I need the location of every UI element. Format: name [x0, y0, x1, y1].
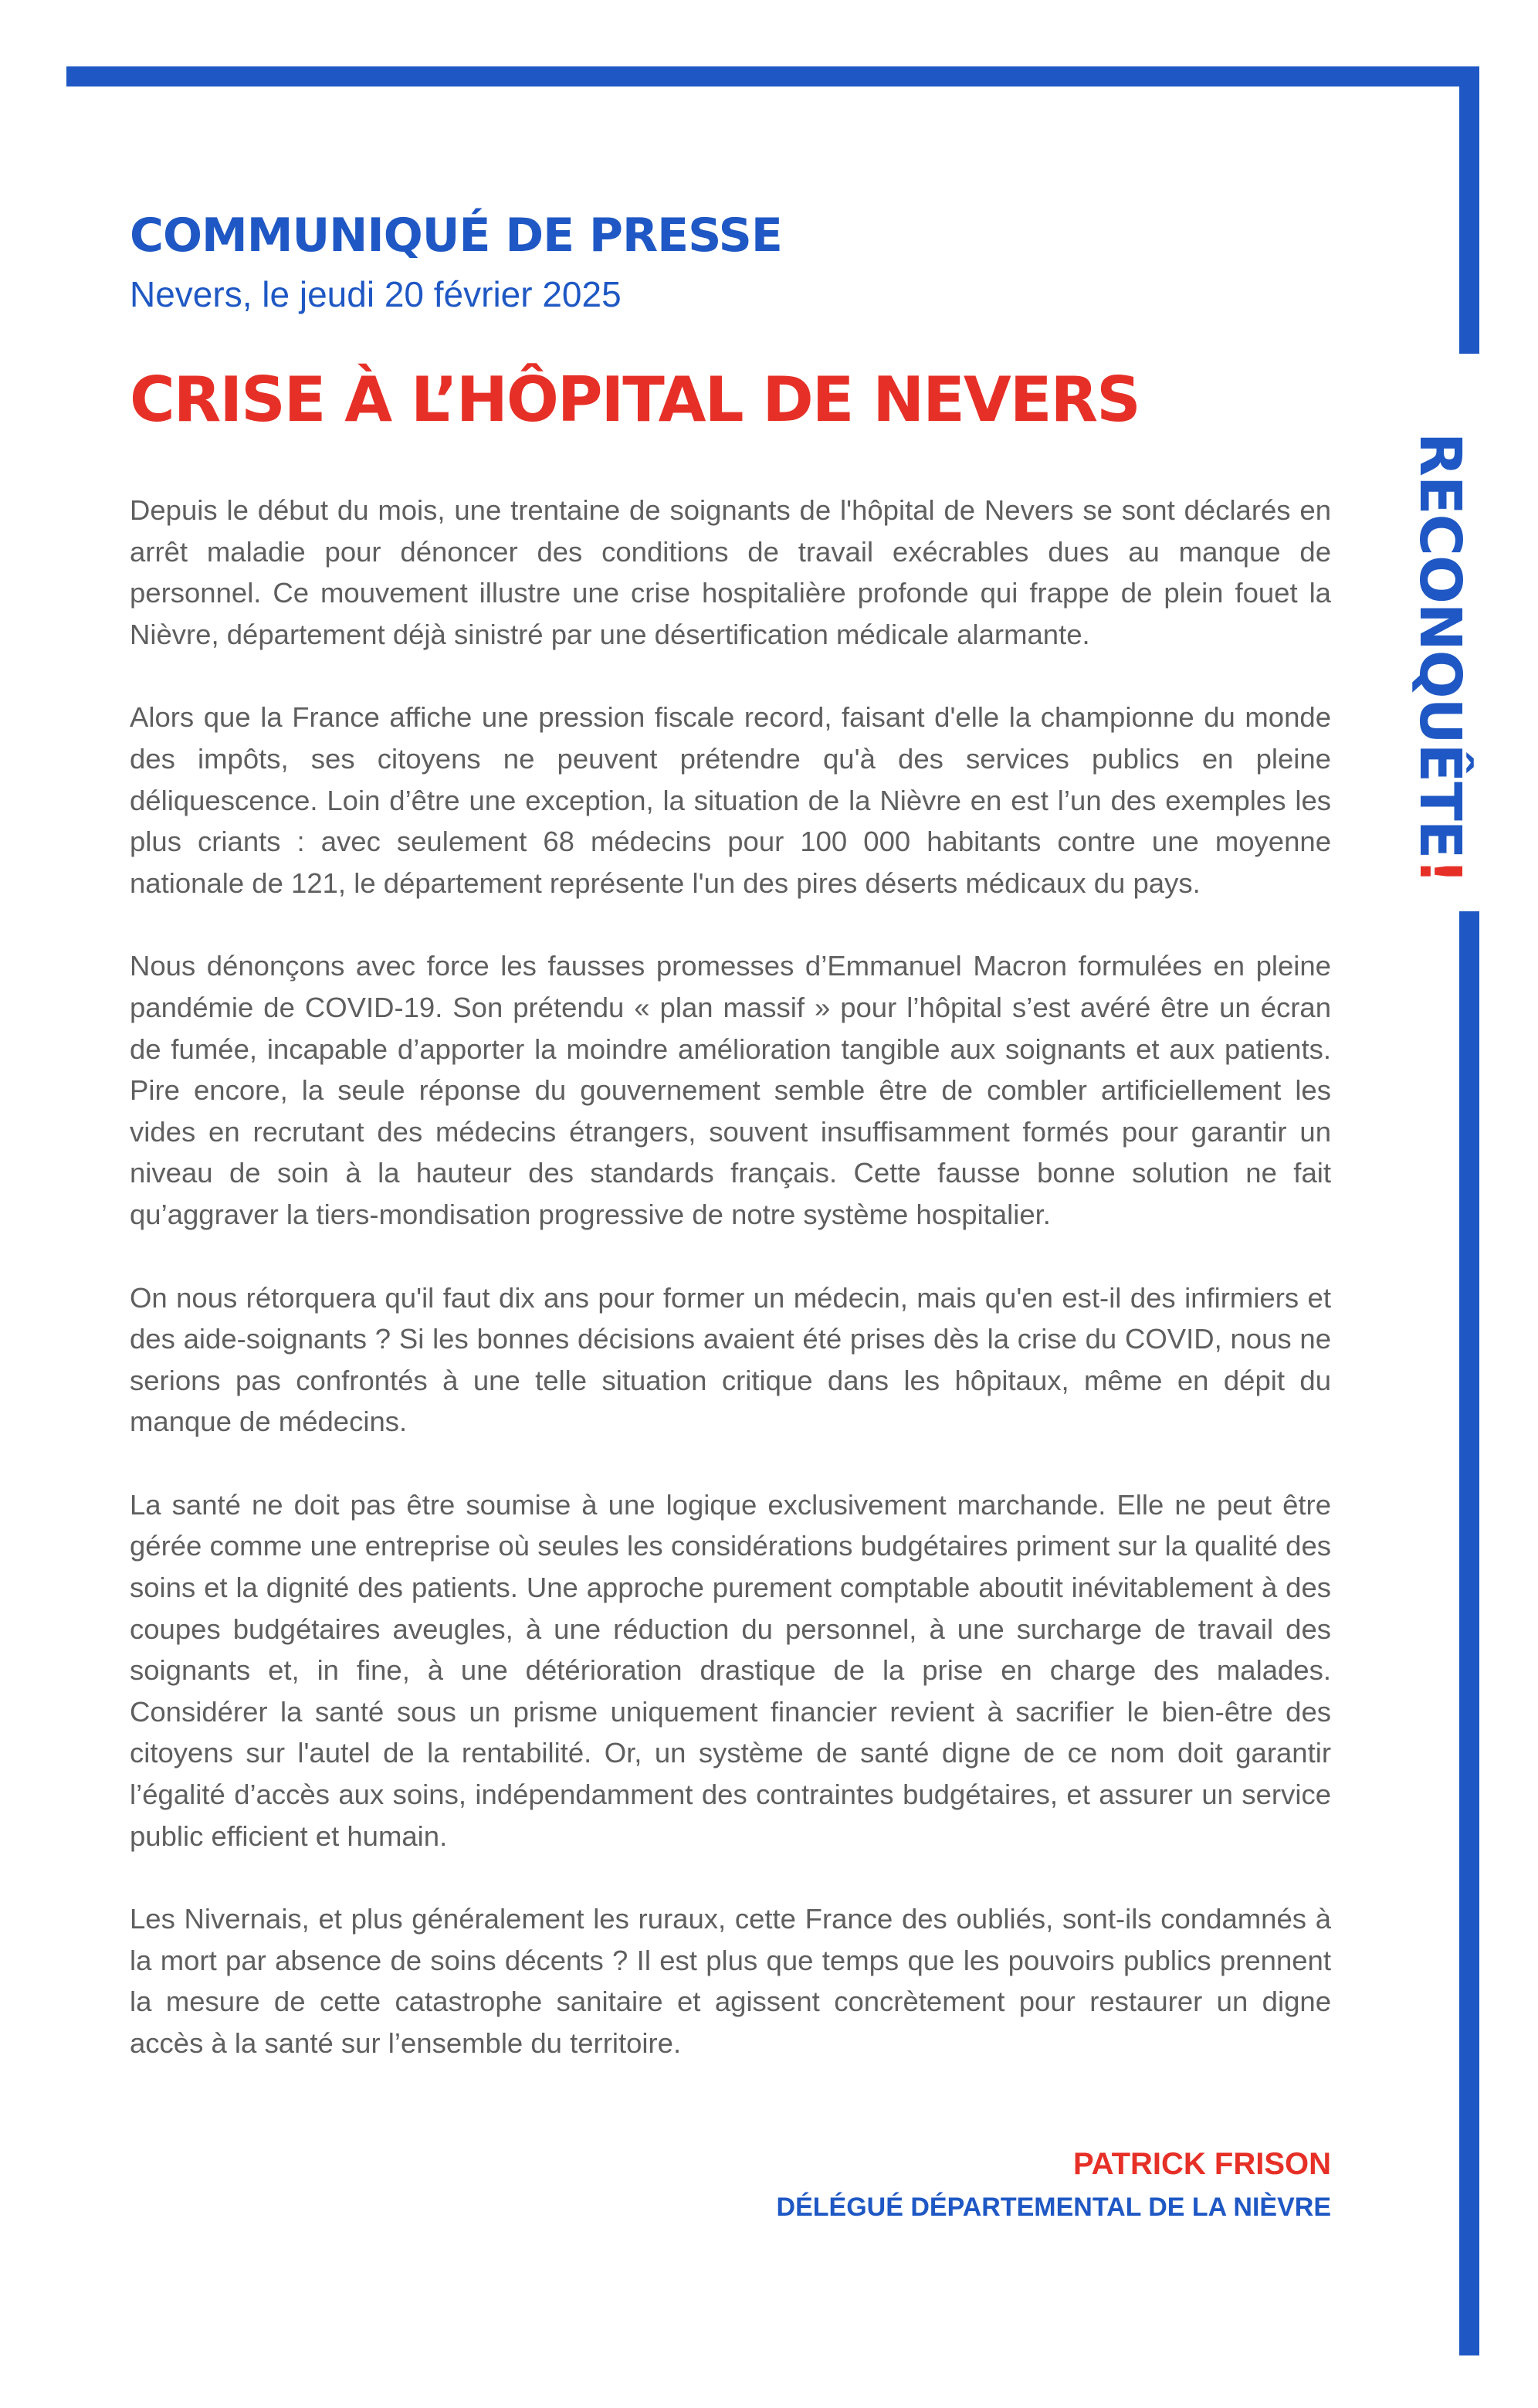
body-paragraph: Depuis le début du mois, une trentaine de soignants de l'hôpital de Nevers se sont déclarés en arrêt maladie pour dénoncer des conditions de travail exécrables dues au manque de personnel. Ce mouvement illustre une crise hospitalière profonde qui frappe de plein fouet la Nièvre, département déjà sinistré par une désertification médicale alarmante.	[130, 494, 1331, 650]
body-text	[130, 490, 1331, 2106]
signatory-name: PATRICK FRISON	[1072, 2147, 1331, 2181]
signatory-role: DÉLÉGUÉ DÉPARTEMENTAL DE LA NIÈVRE	[776, 2193, 1331, 2222]
body-paragraph: Alors que la France affiche une pression fiscale record, faisant d'elle la championne du monde des impôts, ses citoyens ne peuvent prétendre qu'à des services publics en pleine déliquescence. Loin d’être une exception, la situation de la Nièvre en est l’un des exemples les plus criants : avec seulement 68 médecins pour 100 000 habitants contre une moyenne nationale de 121, le département représente l'un des pires déserts médicaux du pays.	[130, 701, 1331, 899]
logo-word: RECONQUÊTE	[1407, 432, 1473, 859]
reconquete-logo	[1401, 432, 1479, 884]
logo-exclamation-mark: !	[1407, 858, 1473, 884]
body-paragraph: On nous rétorquera qu'il faut dix ans pour former un médecin, mais qu'en est-il des infirmiers et des aide-soignants ? Si les bonnes décisions avaient été prises dès la crise du COVID, nous ne serions pas confrontés à une telle situation critique dans les hôpitaux, même en dépit du manque de médecins.	[130, 1281, 1331, 1438]
body-paragraph: Nous dénonçons avec force les fausses promesses d’Emmanuel Macron formulées en pleine pandémie de COVID-19. Son prétendu « plan massif » pour l’hôpital s’est avéré être un écran de fumée, incapable d’apporter la moindre amélioration tangible aux soignants et aux patients. Pire encore, la seule réponse du gouvernement semble être de combler artificiellement les vides en recrutant des médecins étrangers, souvent insuffisamment formés pour garantir un niveau de soin à la hauteur des standards français. Cette fausse bonne solution ne fait qu’aggraver la tiers-mondisation progressive de notre système hospitalier.	[130, 950, 1331, 1230]
headline: CRISE À L’HÔPITAL DE NEVERS	[130, 364, 1140, 436]
dateline: Nevers, le jeudi 20 février 2025	[130, 274, 622, 314]
frame-right-rule-upper	[1459, 66, 1479, 354]
logo-wordmark	[1407, 432, 1473, 884]
frame-top-rule	[66, 66, 1479, 86]
press-release-label: COMMUNIQUÉ DE PRESSE	[130, 209, 782, 263]
body-paragraph: Les Nivernais, et plus généralement les ruraux, cette France des oubliés, sont-ils condamnés à la mort par absence de soins décents ? Il est plus que temps que les pouvoirs publics prennent la mesure de cette catastrophe sanitaire et agissent concrètement pour restaurer un digne accès à la santé sur l’ensemble du territoire.	[130, 1903, 1331, 2059]
frame-right-rule-lower	[1459, 911, 1479, 2355]
body-paragraph: La santé ne doit pas être soumise à une logique exclusivement marchande. Elle ne peut être gérée comme une entreprise où seules les considérations budgétaires priment sur la qualité des soins et la dignité des patients. Une approche purement comptable aboutit inévitablement à des coupes budgétaires aveugles, à une réduction du personnel, à une surcharge de travail des soignants et, in fine, à une détérioration drastique de la prise en charge des malades. Considérer la santé sous un prisme uniquement financier revient à sacrifier le bien-être des citoyens sur l'autel de la rentabilité. Or, un système de santé digne de ce nom doit garantir l’égalité d’accès aux soins, indépendamment des contraintes budgétaires, et assurer un service public efficient et humain.	[130, 1488, 1331, 1852]
